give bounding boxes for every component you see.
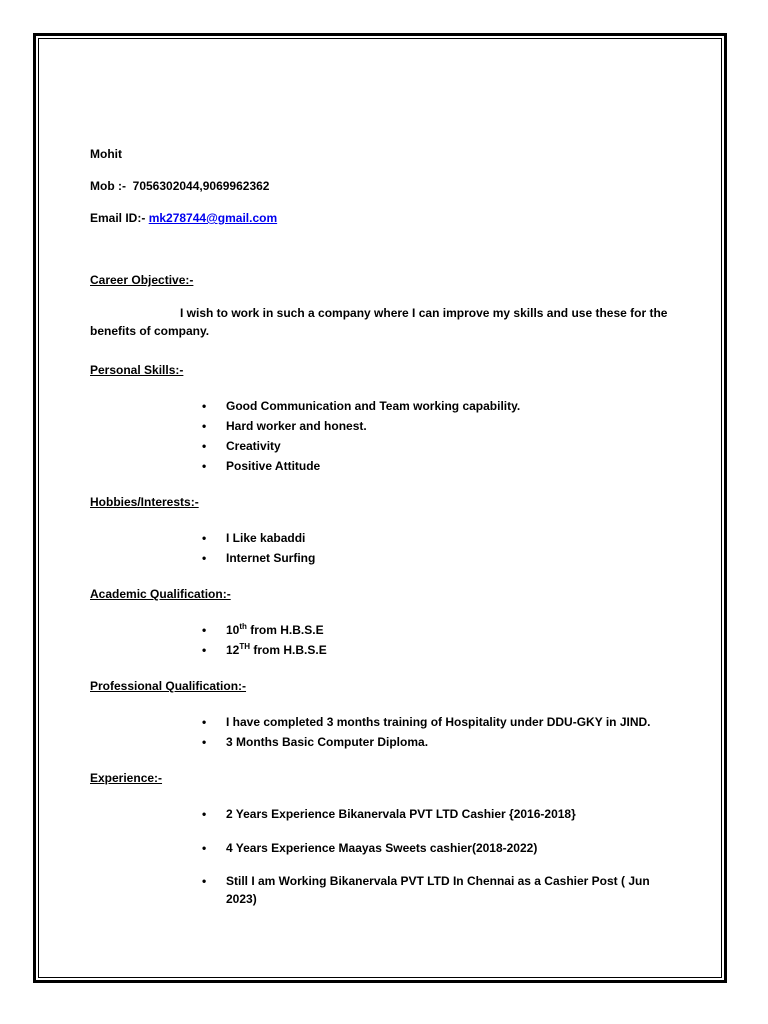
- list-item: • 12TH from H.B.S.E: [202, 640, 680, 660]
- list-item: • Hard worker and honest.: [202, 416, 680, 436]
- personal-skills-list: [90, 396, 680, 476]
- experience-list: [90, 804, 680, 908]
- bullet-icon: •: [202, 735, 207, 749]
- list-item: • I Like kabaddi: [202, 528, 680, 548]
- list-item: • 3 Months Basic Computer Diploma.: [202, 732, 680, 752]
- list-item: • 10th from H.B.S.E: [202, 620, 680, 640]
- bullet-icon: •: [202, 439, 207, 453]
- mobile-label: Mob :-: [90, 179, 126, 193]
- professional-list: [90, 712, 680, 752]
- career-objective-heading: Career Objective:-: [90, 273, 194, 287]
- career-objective-text: I wish to work in such a company where I can improve my skills and use these for the benefits of company.: [90, 306, 668, 338]
- hobbies-list: [90, 528, 680, 568]
- bullet-icon: •: [202, 623, 207, 637]
- applicant-name: Mohit: [90, 147, 122, 161]
- bullet-icon: •: [202, 419, 207, 433]
- personal-skills-heading: Personal Skills:-: [90, 363, 184, 377]
- list-item: • Still I am Working Bikanervala PVT LTD In Chennai as a Cashier Post ( Jun 2023): [202, 874, 650, 906]
- bullet-icon: •: [202, 643, 207, 657]
- email-link[interactable]: mk278744@gmail.com: [148, 211, 278, 225]
- academic-heading: Academic Qualification:-: [90, 587, 231, 601]
- mobile-value: 7056302044,9069962362: [132, 179, 270, 193]
- list-item: • Internet Surfing: [202, 548, 680, 568]
- academic-list: [90, 620, 680, 660]
- bullet-icon: •: [202, 807, 207, 821]
- email-line: [90, 210, 680, 226]
- bullet-icon: •: [202, 551, 207, 565]
- list-item: • Positive Attitude: [202, 456, 680, 476]
- list-item: • Creativity: [202, 436, 680, 456]
- email-label: Email ID:-: [90, 211, 146, 225]
- bullet-icon: •: [202, 399, 207, 413]
- resume-content: [90, 146, 680, 908]
- bullet-icon: •: [202, 531, 207, 545]
- mobile-line: [90, 178, 680, 194]
- list-item: • Good Communication and Team working capability.: [202, 396, 680, 416]
- experience-heading: Experience:-: [90, 771, 163, 785]
- list-item: • 2 Years Experience Bikanervala PVT LTD Cashier {2016-2018}: [202, 804, 680, 824]
- hobbies-heading: Hobbies/Interests:-: [90, 495, 199, 509]
- list-item: • 4 Years Experience Maayas Sweets cashier(2018-2022): [202, 838, 680, 858]
- bullet-icon: •: [202, 874, 207, 888]
- bullet-icon: •: [202, 715, 207, 729]
- professional-heading: Professional Qualification:-: [90, 679, 247, 693]
- bullet-icon: •: [202, 841, 207, 855]
- list-item: • I have completed 3 months training of Hospitality under DDU-GKY in JIND.: [202, 712, 680, 732]
- bullet-icon: •: [202, 459, 207, 473]
